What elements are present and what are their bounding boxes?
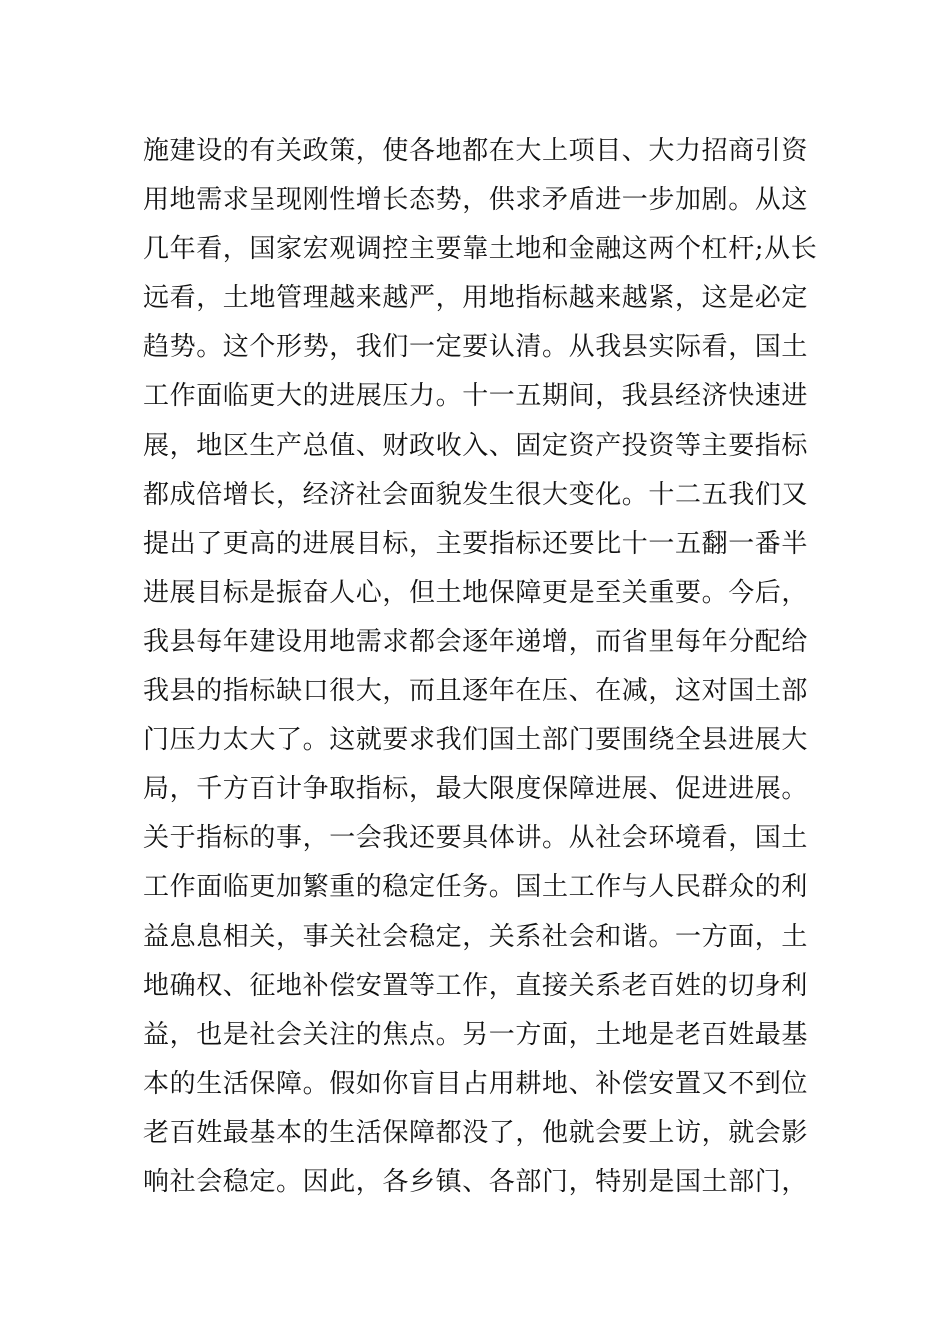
text-line: 益，也是社会关注的焦点。另一方面，土地是老百姓最基 xyxy=(143,1019,809,1050)
text-line: 工作面临更大的进展压力。十一五期间，我县经济快速进 xyxy=(143,381,809,412)
text-line: 响社会稳定。因此，各乡镇、各部门，特别是国土部门， xyxy=(143,1166,809,1197)
body-text xyxy=(143,127,823,1207)
text-line: 趋势。这个形势，我们一定要认清。从我县实际看，国土 xyxy=(143,332,809,363)
text-line: 远看，土地管理越来越严，用地指标越来越紧，这是必定 xyxy=(143,283,809,314)
text-line: 用地需求呈现刚性增长态势，供求矛盾进一步加剧。从这 xyxy=(143,185,809,216)
text-line: 我县的指标缺口很大，而且逐年在压、在减，这对国土部 xyxy=(143,676,809,707)
text-line: 局，千方百计争取指标，最大限度保障进展、促进进展。 xyxy=(143,774,809,805)
text-line: 益息息相关，事关社会稳定，关系社会和谐。一方面，土 xyxy=(143,921,809,952)
text-line: 施建设的有关政策，使各地都在大上项目、大力招商引资 xyxy=(143,136,809,166)
text-line: 关于指标的事，一会我还要具体讲。从社会环境看，国土 xyxy=(143,823,809,854)
text-line: 提出了更高的进展目标，主要指标还要比十一五翻一番半 xyxy=(143,528,809,559)
text-line: 展，地区生产总值、财政收入、固定资产投资等主要指标 xyxy=(143,430,809,461)
text-line: 都成倍增长，经济社会面貌发生很大变化。十二五我们又 xyxy=(143,479,809,510)
text-line: 门压力太大了。这就要求我们国土部门要围绕全县进展大 xyxy=(143,725,809,756)
text-line: 老百姓最基本的生活保障都没了，他就会要上访，就会影 xyxy=(143,1117,809,1148)
text-line: 地确权、征地补偿安置等工作，直接关系老百姓的切身利 xyxy=(143,970,809,1001)
text-line: 本的生活保障。假如你盲目占用耕地、补偿安置又不到位 xyxy=(143,1068,809,1099)
text-line: 工作面临更加繁重的稳定任务。国土工作与人民群众的利 xyxy=(143,872,809,903)
text-line: 我县每年建设用地需求都会逐年递增，而省里每年分配给 xyxy=(143,626,809,657)
text-line: 进展目标是振奋人心，但土地保障更是至关重要。今后， xyxy=(143,577,809,608)
text-line: 几年看，国家宏观调控主要靠土地和金融这两个杠杆;从长 xyxy=(143,234,818,265)
